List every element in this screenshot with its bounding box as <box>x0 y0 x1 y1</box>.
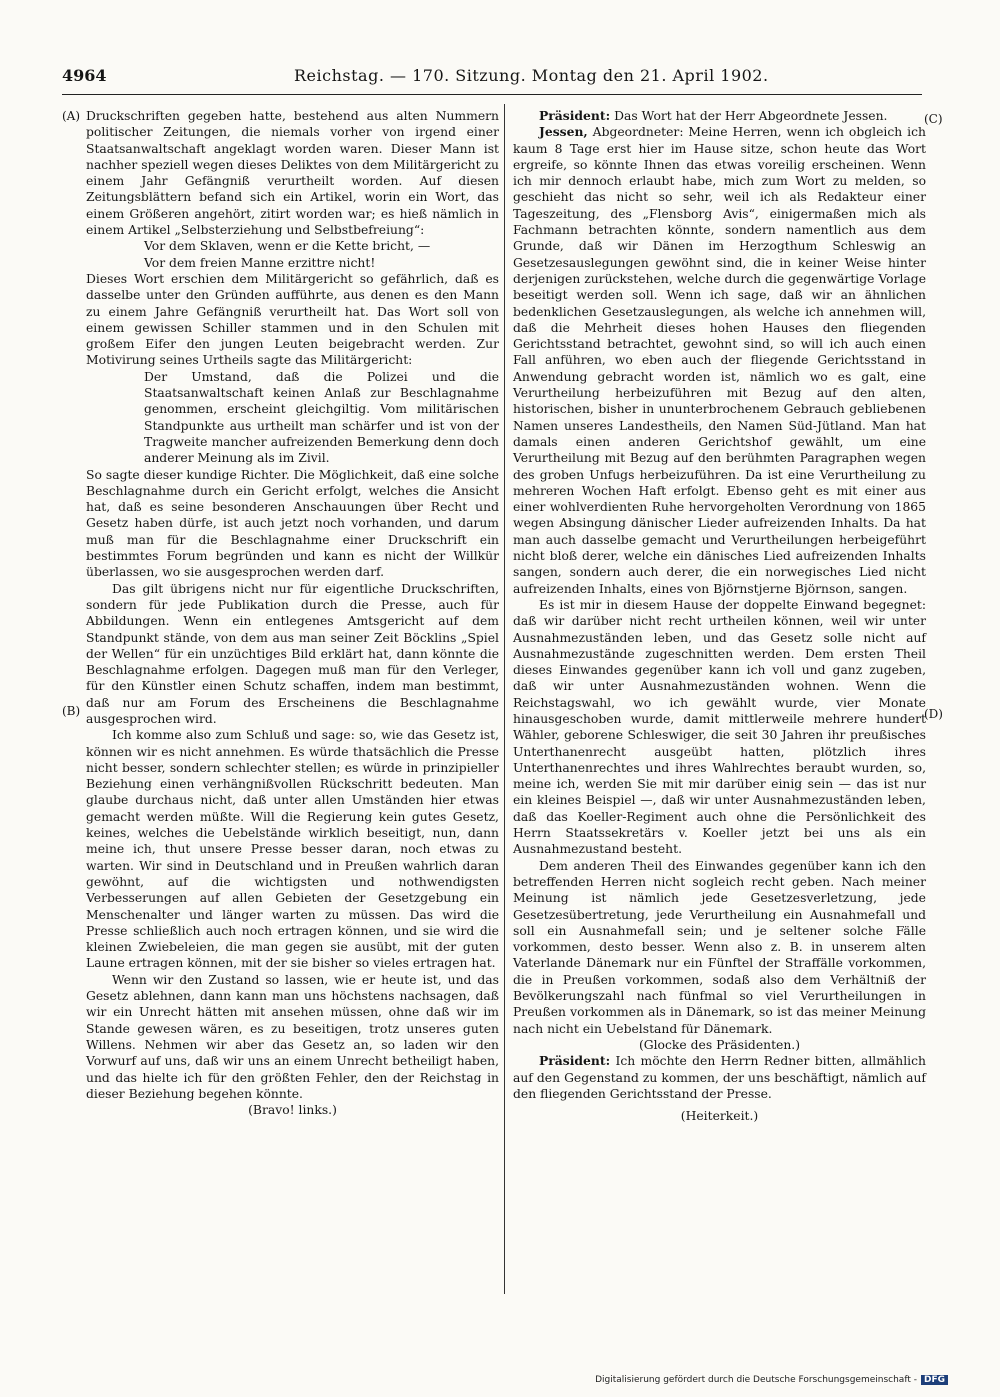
paragraph: Druckschriften gegeben hatte, bestehend aus alten Nummern politischer Zeitungen, die niemals vorher von irgend einer Staatsanwaltschaft angeklagt worden waren. Dieser Mann ist nachher speziell wegen dieses Deliktes von dem Militärgericht zu einem Jahr Gefängniß verurtheilt worden. Auf diesen Zeitungsblättern befand sich ein Artikel, worin ein Wort, das einem Größeren angehört, zitirt worden war; es hieß nämlich in einem Artikel „Selbsterziehung und Selbstbefreiung“: <box>86 109 499 238</box>
verse-line: Vor dem Sklaven, wenn er die Kette bricht, — <box>144 239 431 254</box>
left-column <box>86 108 499 1118</box>
speech-paragraph <box>513 1053 926 1102</box>
paragraph: Wenn wir den Zustand so lassen, wie er heute ist, und das Gesetz ablehnen, dann kann man uns höchstens nachsagen, daß wir ein Unrecht hätten mit ansehen müssen, ohne daß wir im Stande gewesen wären, es zu beseitigen, trotz unseres guten Willens. Nehmen wir aber das Gesetz an, so laden wir den Vorwurf auf uns, daß wir uns an einem Unrecht betheiligt haben, und das hielte ich für den größten Fehler, den der Reichstag in dieser Beziehung begehen könnte. <box>86 972 499 1101</box>
speech-text: Das Wort hat der Herr Abgeordnete Jessen. <box>614 109 888 123</box>
speech-paragraph <box>513 108 926 124</box>
margin-mark-b: (B) <box>62 704 81 718</box>
verse-line: Vor dem freien Manne erzittre nicht! <box>144 255 376 270</box>
speaker-name: Präsident: <box>539 108 611 123</box>
paragraph: So sagte dieser kundige Richter. Die Möglichkeit, daß eine solche Beschlagnahme durch ein Gericht erfolgt, welches die Ansicht hat, daß es seine besonderen Anschauungen über Recht und Gesetz haben dürfe, ist auch jetzt noch vorhanden, und darum muß man für die Beschlagnahme einer Druckschrift ein bestimmtes Forum begründen und kann es nicht der Willkür überlassen, wo sie ausgesprochen werden darf. <box>86 467 499 580</box>
paragraph: Es ist mir in diesem Hause der doppelte Einwand begegnet: daß wir darüber nicht recht urtheilen können, weil wir unter Ausnahmezuständen leben, und das Gesetz solle nicht auf Ausnahmezustände zugeschnitten werden. Dem ersten Theil dieses Einwandes gegenüber kann ich voll und ganz zugeben, daß wir unter Ausnahmezuständen wohnen. Wenn die Reichstagswahl, wo ich gewählt wurde, vier Monate hinausgeschoben wurde, damit mittlerweile mehrere hundert Wähler, geborene Schleswiger, die seit 30 Jahren ihr preußisches Unterthanenrecht ausgeübt hatten, plötzlich ihres Unterthanenrechtes und ihres Wahlrechtes beraubt wurden, so, meine ich, werden Sie mit mir darüber einig sein — das ist nur ein kleines Beispiel —, daß wir unter Ausnahmezuständen leben, daß das Koeller-Regiment auch ohne die Persönlichkeit des Herrn Staatssekretärs v. Koeller jetzt bei uns als ein Ausnahmezustand besteht. <box>513 597 926 857</box>
footer <box>595 1375 948 1385</box>
right-column <box>513 108 926 1124</box>
paragraph: Dieses Wort erschien dem Militärgericht so gefährlich, daß es dasselbe unter den Gründen aufführte, aus denen es den Mann zu einem Jahre Gefängniß verurtheilt hat. Das Wort soll von einem gewissen Schiller stammen und in den Schulen mit großem Eifer den jungen Leuten beigebracht werden. Zur Motivirung seines Urtheils sagte das Militärgericht: <box>86 271 499 368</box>
speech-text: Abgeordneter: Meine Herren, wenn ich obgleich ich kaum 8 Tage erst hier im Hause sitze, schon heute das Wort ergreife, so könnte Ihnen das etwas voreilig erscheinen. Wenn ich mir dennoch erlaubt habe, mich zum Wort zu melden, so geschieht das nicht so sehr, weil ich als Redakteur einer Tageszeitung, des „Flensborg Avis“, einigermaßen mich als Fachmann betrachten könnte, sondern namentlich aus dem Grunde, daß wir Dänen im Herzogthum Schleswig an Gesetzesauslegungen gewöhnt sind, die in keiner Weise hinter derjenigen zurückstehen, welche durch die gegenwärtige Vorlage beseitigt werden soll. Wenn ich sage, daß wir an ähnlichen bedenklichen Gesetzauslegungen, als welche ich annehmen will, daß die Mehrheit dieses hohen Hauses den fliegenden Gerichtsstand betrachtet, gewohnt sind, so will ich auch einen Fall anführen, wo eben auch der fliegende Gerichtsstand in Anwendung gebracht worden ist, nämlich wo es galt, eine Verurtheilung herbeizuführen mit Bezug auf den alten, historischen, bisher in ununterbrochenem Gebrauch gebliebenen Namen unseres Landestheils, den Namen Süd-Jütland. Man hat damals einen anderen Gerichtshof gewählt, um eine Verurtheilung mit Bezug auf den berühmten Paragraphen wegen des groben Unfugs herbeizuführen. Da ist eine Verurtheilung zu mehreren Wochen Haft erfolgt. Ebenso geht es mit einer aus einer wohlverdienten Ruhe hervorgeholten Verordnung von 1865 wegen Absingung dänischer Lieder aufreizenden Inhalts. Da hat man auch dasselbe gemacht und Verurtheilungen herbeigeführt nicht bloß derer, welche ein dänisches Lied aufreizenden Inhalts sangen, sondern auch derer, die ein norwegisches Lied nicht aufreizenden Inhalts, eines von Björnstjerne Björnson, sangen. <box>513 125 926 596</box>
margin-mark-a: (A) <box>62 109 81 123</box>
laughter-note: (Heiterkeit.) <box>680 1109 759 1124</box>
block-quote: Der Umstand, daß die Polizei und die Staatsanwaltschaft keinen Anlaß zur Beschlagnahme genommen, erscheint gleichgiltig. Vom militärischen Standpunkte aus urtheilt man schärfer und ist von der Tragweite mancher aufreizenden Bemerkung denn doch anderer Meinung als im Zivil. <box>144 369 499 466</box>
dfg-logo: DFG <box>921 1375 948 1385</box>
speaker-name: Präsident: <box>539 1053 611 1069</box>
paragraph: Dem anderen Theil des Einwandes gegenüber kann ich den betreffenden Herren nicht sogleich recht geben. Nach meiner Meinung ist nämlich jede Gesetzesverletzung, jede Gesetzesübertretung, jede Verurtheilung ein Ausnahmefall und soll ein Ausnahmefall sein; und je seltener solche Fälle vorkommen, desto besser. Wenn also z. B. in unserem alten Vaterlande Dänemark nur ein Fünftel der Straffälle vorkommen, die in Preußen vorkommen, sodaß also dem Verhältniß der Bevölkerungszahl nach fünfmal so viel Verurtheilungen in Preußen vorkommen als in Dänemark, so ist das meiner Meinung nach nicht ein Uebelstand für Dänemark. <box>513 858 926 1036</box>
running-title: Reichstag. — 170. Sitzung. Montag den 21. April 1902. <box>294 66 769 85</box>
paragraph: Ich komme also zum Schluß und sage: so, wie das Gesetz ist, können wir es nicht annehmen. Es würde thatsächlich die Presse nicht besser, sondern schlechter stellen; es würde in prinzipieller Beziehung einen verhängnißvollen Rückschritt bedeuten. Man glaube durchaus nicht, daß unter allen Umständen hier etwas gemacht werden müßte. Will die Regierung kein gutes Gesetz, keines, welches die Uebelstände wirklich beseitigt, nun, dann meine ich, thut unsere Presse besser daran, noch etwas zu warten. Wir sind in Deutschland und in Preußen wahrlich daran gewöhnt, auf die wichtigsten und nothwendigsten Verbesserungen auf allen Gebieten der Gesetzgebung ein Menschenalter und länger warten zu müssen. Das wird die Presse schließlich auch noch ertragen können, und sie wird die kleinen Zwiebeleien, die man gegen sie ausübt, mit der guten Laune ertragen können, mit der sie bisher so vieles ertragen hat. <box>86 728 499 971</box>
applause-note: (Bravo! links.) <box>248 1103 337 1118</box>
speaker-name: Jessen, <box>539 124 588 140</box>
paragraph: Das gilt übrigens nicht nur für eigentliche Druckschriften, sondern für jede Publikation durch die Presse, auch für Abbildungen. Wenn ein entlegenes Amtsgericht auf dem Standpunkt stände, von dem aus man seiner Zeit Böcklins „Spiel der Wellen“ für ein unzüchtiges Bild erklärt hat, dann könnte die Beschlagnahme erfolgen. Dagegen muß man für den Verleger, für den Künstler einen Schutz schaffen, indem man bestimmt, daß nur am Forum des Erscheinens die Beschlagnahme ausgesprochen wird. <box>86 581 499 726</box>
page-number: 4964 <box>62 66 107 85</box>
margin-mark-d: (D) <box>924 707 943 721</box>
speech-paragraph <box>513 124 926 597</box>
bell-note: (Glocke des Präsidenten.) <box>638 1037 801 1052</box>
margin-mark-c: (C) <box>924 112 943 126</box>
header-rule <box>62 94 922 95</box>
page-header <box>62 66 922 90</box>
footer-text: Digitalisierung gefördert durch die Deutsche Forschungsgemeinschaft - <box>595 1375 917 1385</box>
column-divider <box>504 104 505 1294</box>
speech-text: Ich möchte den Herrn Redner bitten, allmählich auf den Gegenstand zu kommen, der uns beschäftigt, nämlich auf den fliegenden Gerichtsstand der Presse. <box>513 1054 926 1101</box>
